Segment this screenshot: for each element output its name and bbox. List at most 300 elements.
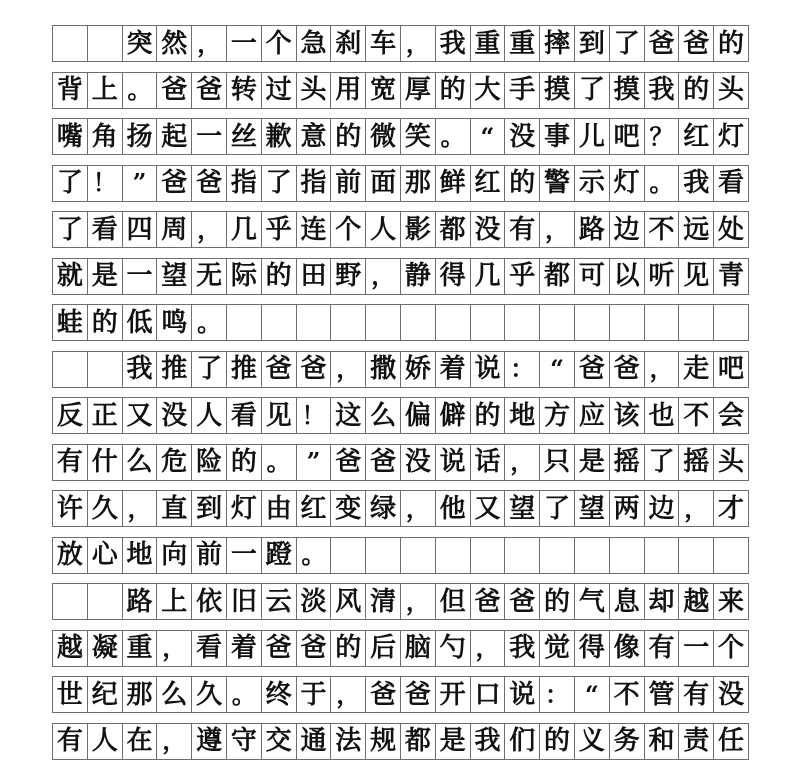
grid-cell: 我 <box>679 165 714 202</box>
grid-cell: 偏 <box>401 397 436 434</box>
grid-cell: 他 <box>436 490 471 527</box>
grid-cell: 地 <box>505 397 540 434</box>
grid-cell: 撒 <box>366 351 401 388</box>
grid-cell: “ <box>471 118 506 155</box>
grid-cell: 爸 <box>157 72 192 109</box>
grid-cell: 像 <box>610 630 645 667</box>
grid-cell: 见 <box>679 258 714 295</box>
grid-cell: 有 <box>679 676 714 713</box>
grid-cell: 终 <box>262 676 297 713</box>
grid-cell: 的 <box>714 25 749 62</box>
grid-cell: 看 <box>88 211 123 248</box>
grid-cell: 见 <box>262 397 297 434</box>
grid-cell: 蹬 <box>262 537 297 574</box>
grid-cell: 爸 <box>331 444 366 481</box>
grid-cell: 几 <box>471 258 506 295</box>
grid-cell: 纪 <box>88 676 123 713</box>
grid-row <box>52 490 749 527</box>
grid-cell: 说 <box>436 444 471 481</box>
grid-cell: 不 <box>610 676 645 713</box>
grid-cell: 开 <box>436 676 471 713</box>
grid-cell: 什 <box>88 444 123 481</box>
grid-cell: 儿 <box>575 118 610 155</box>
grid-cell <box>645 537 680 574</box>
grid-cell: 。 <box>645 165 680 202</box>
grid-cell: ， <box>401 583 436 620</box>
grid-cell: 过 <box>262 72 297 109</box>
grid-cell: 在 <box>123 723 158 760</box>
grid-cell <box>401 304 436 341</box>
grid-cell: 却 <box>645 583 680 620</box>
grid-cell: 。 <box>297 537 332 574</box>
grid-row <box>52 583 749 620</box>
grid-cell: 的 <box>471 397 506 434</box>
grid-cell: 风 <box>331 583 366 620</box>
grid-cell: 息 <box>610 583 645 620</box>
grid-cell: ” <box>123 165 158 202</box>
grid-cell: 着 <box>436 351 471 388</box>
grid-cell: 了 <box>540 490 575 527</box>
grid-cell: 勺 <box>436 630 471 667</box>
grid-cell: 摸 <box>540 72 575 109</box>
grid-cell: 交 <box>262 723 297 760</box>
grid-cell: ， <box>192 25 227 62</box>
grid-cell <box>53 351 88 388</box>
grid-cell: 义 <box>575 723 610 760</box>
grid-cell: 这 <box>331 397 366 434</box>
grid-cell: 绿 <box>366 490 401 527</box>
grid-cell: 刹 <box>331 25 366 62</box>
grid-cell: 了 <box>645 444 680 481</box>
grid-cell: 到 <box>192 490 227 527</box>
grid-cell: 远 <box>679 211 714 248</box>
grid-cell: 面 <box>366 165 401 202</box>
grid-cell: 一 <box>227 537 262 574</box>
grid-cell: ， <box>471 630 506 667</box>
grid-cell: “ <box>575 676 610 713</box>
grid-cell: 旧 <box>227 583 262 620</box>
grid-row <box>52 537 749 574</box>
grid-cell: 听 <box>645 258 680 295</box>
grid-cell: 上 <box>88 72 123 109</box>
grid-cell: ： <box>540 676 575 713</box>
grid-cell: 用 <box>331 72 366 109</box>
grid-cell: 方 <box>540 397 575 434</box>
grid-cell: 起 <box>157 118 192 155</box>
grid-cell: 不 <box>679 397 714 434</box>
grid-cell: 我 <box>123 351 158 388</box>
grid-cell <box>262 304 297 341</box>
grid-cell: 四 <box>123 211 158 248</box>
grid-cell: 摇 <box>679 444 714 481</box>
grid-cell: 。 <box>262 444 297 481</box>
grid-cell: 吧 <box>610 118 645 155</box>
grid-cell <box>297 304 332 341</box>
grid-cell: 久 <box>192 676 227 713</box>
grid-cell: 头 <box>714 444 749 481</box>
grid-cell <box>331 537 366 574</box>
grid-cell: 淡 <box>297 583 332 620</box>
grid-cell: 了 <box>262 165 297 202</box>
grid-cell: 角 <box>88 118 123 155</box>
grid-cell: 重 <box>471 25 506 62</box>
grid-cell <box>540 304 575 341</box>
grid-cell: 会 <box>714 397 749 434</box>
grid-cell: 口 <box>471 676 506 713</box>
grid-cell: 我 <box>505 630 540 667</box>
grid-cell: 车 <box>366 25 401 62</box>
grid-cell: 爸 <box>192 72 227 109</box>
grid-cell: 越 <box>53 630 88 667</box>
grid-cell: 么 <box>123 444 158 481</box>
grid-cell: 没 <box>471 211 506 248</box>
grid-cell: 的 <box>227 444 262 481</box>
grid-cell <box>679 304 714 341</box>
grid-cell: 低 <box>123 304 158 341</box>
grid-cell: 的 <box>679 72 714 109</box>
grid-cell: 头 <box>714 72 749 109</box>
grid-cell: 是 <box>575 444 610 481</box>
grid-cell: 说 <box>505 676 540 713</box>
grid-cell: 向 <box>157 537 192 574</box>
grid-cell: 爸 <box>505 583 540 620</box>
grid-cell: 鲜 <box>436 165 471 202</box>
grid-cell: 吧 <box>714 351 749 388</box>
grid-cell: 事 <box>540 118 575 155</box>
grid-cell: 红 <box>471 165 506 202</box>
grid-cell: 的 <box>436 72 471 109</box>
grid-cell: 处 <box>714 211 749 248</box>
grid-cell: 周 <box>157 211 192 248</box>
grid-cell: 。 <box>436 118 471 155</box>
grid-cell: 重 <box>123 630 158 667</box>
grid-cell: 僻 <box>436 397 471 434</box>
grid-cell <box>575 537 610 574</box>
grid-cell: ， <box>505 444 540 481</box>
grid-cell: ， <box>401 490 436 527</box>
grid-cell: 摸 <box>610 72 645 109</box>
grid-cell: 是 <box>88 258 123 295</box>
grid-cell <box>88 25 123 62</box>
grid-cell: ， <box>123 490 158 527</box>
grid-cell: 前 <box>331 165 366 202</box>
grid-cell: 指 <box>297 165 332 202</box>
grid-cell <box>53 25 88 62</box>
grid-cell: 田 <box>297 258 332 295</box>
grid-cell <box>471 537 506 574</box>
grid-cell: 看 <box>227 397 262 434</box>
grid-cell: 该 <box>610 397 645 434</box>
grid-cell: 推 <box>157 351 192 388</box>
grid-cell: 到 <box>575 25 610 62</box>
grid-cell: 觉 <box>540 630 575 667</box>
grid-cell: 爸 <box>366 444 401 481</box>
grid-cell: 乎 <box>262 211 297 248</box>
grid-cell: 大 <box>471 72 506 109</box>
grid-cell: 务 <box>610 723 645 760</box>
grid-cell: 影 <box>401 211 436 248</box>
grid-cell: 么 <box>366 397 401 434</box>
grid-cell: 又 <box>123 397 158 434</box>
grid-cell: 了 <box>192 351 227 388</box>
grid-cell: 静 <box>401 258 436 295</box>
grid-cell: 爸 <box>471 583 506 620</box>
grid-cell: 望 <box>157 258 192 295</box>
grid-cell: 摇 <box>610 444 645 481</box>
grid-cell: 摔 <box>540 25 575 62</box>
grid-cell <box>540 537 575 574</box>
grid-cell: 那 <box>123 676 158 713</box>
grid-cell <box>610 537 645 574</box>
grid-cell: 个 <box>331 211 366 248</box>
grid-cell: 爸 <box>679 25 714 62</box>
grid-row <box>52 351 749 388</box>
grid-cell: 两 <box>610 490 645 527</box>
grid-cell: 爸 <box>262 630 297 667</box>
grid-cell: 都 <box>540 258 575 295</box>
grid-cell: ， <box>366 258 401 295</box>
grid-row <box>52 72 749 109</box>
grid-cell: 脑 <box>401 630 436 667</box>
grid-cell <box>227 304 262 341</box>
grid-cell: 云 <box>262 583 297 620</box>
grid-cell: 了 <box>575 72 610 109</box>
grid-cell: 也 <box>645 397 680 434</box>
grid-cell: 然 <box>157 25 192 62</box>
grid-cell: 的 <box>331 118 366 155</box>
grid-cell: 凝 <box>88 630 123 667</box>
grid-cell: 娇 <box>401 351 436 388</box>
grid-cell: 一 <box>123 258 158 295</box>
grid-row <box>52 211 749 248</box>
grid-cell: 爸 <box>262 351 297 388</box>
grid-cell: 上 <box>157 583 192 620</box>
grid-cell: 没 <box>157 397 192 434</box>
grid-cell: 不 <box>645 211 680 248</box>
grid-cell <box>610 304 645 341</box>
grid-cell: 责 <box>679 723 714 760</box>
grid-cell: 危 <box>157 444 192 481</box>
grid-cell: 指 <box>227 165 262 202</box>
grid-cell: 歉 <box>262 118 297 155</box>
grid-cell: 地 <box>123 537 158 574</box>
grid-cell: 反 <box>53 397 88 434</box>
grid-cell: 有 <box>645 630 680 667</box>
grid-cell: 变 <box>331 490 366 527</box>
grid-cell: 青 <box>714 258 749 295</box>
grid-cell: ， <box>157 630 192 667</box>
grid-cell: 路 <box>575 211 610 248</box>
grid-cell: 突 <box>123 25 158 62</box>
grid-cell: 个 <box>262 25 297 62</box>
grid-cell: 灯 <box>227 490 262 527</box>
grid-cell: 越 <box>679 583 714 620</box>
grid-cell: 得 <box>436 258 471 295</box>
grid-cell: 于 <box>297 676 332 713</box>
grid-cell: 望 <box>575 490 610 527</box>
grid-cell: ， <box>331 676 366 713</box>
grid-cell: 边 <box>610 211 645 248</box>
grid-cell: 人 <box>192 397 227 434</box>
grid-cell: 野 <box>331 258 366 295</box>
grid-cell: 又 <box>471 490 506 527</box>
grid-cell: ， <box>540 211 575 248</box>
grid-cell: 爸 <box>297 630 332 667</box>
grid-cell <box>645 304 680 341</box>
grid-row <box>52 118 749 155</box>
grid-cell: ， <box>157 723 192 760</box>
grid-cell: 遵 <box>192 723 227 760</box>
grid-cell: 微 <box>366 118 401 155</box>
grid-row <box>52 397 749 434</box>
grid-cell: 爸 <box>575 351 610 388</box>
grid-cell: 。 <box>192 304 227 341</box>
grid-cell: 直 <box>157 490 192 527</box>
grid-cell: 人 <box>88 723 123 760</box>
grid-cell: 们 <box>505 723 540 760</box>
grid-cell: 的 <box>540 583 575 620</box>
grid-cell: 一 <box>227 25 262 62</box>
grid-cell: 的 <box>540 723 575 760</box>
grid-cell: 才 <box>714 490 749 527</box>
grid-cell: 得 <box>575 630 610 667</box>
grid-cell: ： <box>505 351 540 388</box>
grid-cell: 规 <box>366 723 401 760</box>
grid-cell <box>366 304 401 341</box>
grid-cell: 路 <box>123 583 158 620</box>
grid-cell: 着 <box>227 630 262 667</box>
grid-cell: 管 <box>645 676 680 713</box>
grid-cell: 笑 <box>401 118 436 155</box>
grid-cell: 转 <box>227 72 262 109</box>
grid-cell: 望 <box>505 490 540 527</box>
grid-cell: 依 <box>192 583 227 620</box>
grid-cell: 都 <box>436 211 471 248</box>
grid-cell: 应 <box>575 397 610 434</box>
grid-cell: 爸 <box>645 25 680 62</box>
grid-cell: 么 <box>157 676 192 713</box>
grid-cell: 个 <box>714 630 749 667</box>
grid-cell: 看 <box>714 165 749 202</box>
grid-row <box>52 258 749 295</box>
grid-cell: 说 <box>471 351 506 388</box>
grid-cell: 没 <box>401 444 436 481</box>
grid-cell: ” <box>297 444 332 481</box>
grid-cell: 。 <box>123 72 158 109</box>
grid-cell: 有 <box>53 444 88 481</box>
grid-row <box>52 304 749 341</box>
grid-cell: 爸 <box>610 351 645 388</box>
grid-cell: 通 <box>297 723 332 760</box>
grid-cell: 宽 <box>366 72 401 109</box>
grid-cell: ， <box>401 25 436 62</box>
grid-cell: 了 <box>610 25 645 62</box>
grid-cell: 丝 <box>227 118 262 155</box>
grid-cell <box>53 583 88 620</box>
grid-cell: 推 <box>227 351 262 388</box>
grid-cell: 任 <box>714 723 749 760</box>
grid-cell: 有 <box>505 211 540 248</box>
grid-cell: 气 <box>575 583 610 620</box>
grid-cell: 几 <box>227 211 262 248</box>
grid-cell: 鸣 <box>157 304 192 341</box>
grid-cell: 那 <box>401 165 436 202</box>
grid-cell: 清 <box>366 583 401 620</box>
grid-cell: 头 <box>297 72 332 109</box>
grid-cell: 的 <box>88 304 123 341</box>
grid-cell: 无 <box>192 258 227 295</box>
grid-cell: 人 <box>366 211 401 248</box>
grid-cell: ？ <box>645 118 680 155</box>
grid-cell: 正 <box>88 397 123 434</box>
grid-cell: ， <box>192 211 227 248</box>
grid-cell: 我 <box>436 25 471 62</box>
grid-cell: 际 <box>227 258 262 295</box>
grid-cell: 的 <box>331 630 366 667</box>
grid-cell: ！ <box>297 397 332 434</box>
grid-cell: 示 <box>575 165 610 202</box>
grid-row <box>52 165 749 202</box>
grid-cell: 爸 <box>157 165 192 202</box>
grid-cell: 只 <box>540 444 575 481</box>
grid-cell: 来 <box>714 583 749 620</box>
grid-cell: 蛙 <box>53 304 88 341</box>
grid-cell: ！ <box>88 165 123 202</box>
grid-cell: 灯 <box>714 118 749 155</box>
grid-cell: 红 <box>297 490 332 527</box>
grid-row <box>52 676 749 713</box>
grid-cell: 可 <box>575 258 610 295</box>
grid-cell: 边 <box>645 490 680 527</box>
grid-cell: 久 <box>88 490 123 527</box>
grid-cell: 爸 <box>366 676 401 713</box>
grid-cell <box>575 304 610 341</box>
grid-cell: 险 <box>192 444 227 481</box>
grid-cell: 守 <box>227 723 262 760</box>
grid-cell: 爸 <box>192 165 227 202</box>
grid-cell: 法 <box>331 723 366 760</box>
grid-cell <box>714 537 749 574</box>
grid-cell: 的 <box>505 165 540 202</box>
grid-cell <box>679 537 714 574</box>
grid-cell <box>401 537 436 574</box>
grid-cell: 世 <box>53 676 88 713</box>
grid-cell: 都 <box>401 723 436 760</box>
grid-cell: 看 <box>192 630 227 667</box>
grid-cell: 没 <box>505 118 540 155</box>
grid-cell: 急 <box>297 25 332 62</box>
grid-cell: 许 <box>53 490 88 527</box>
grid-cell: 一 <box>679 630 714 667</box>
grid-cell: 是 <box>436 723 471 760</box>
grid-cell: 。 <box>227 676 262 713</box>
grid-cell: 爸 <box>401 676 436 713</box>
grid-cell: 和 <box>645 723 680 760</box>
grid-cell <box>88 583 123 620</box>
grid-cell: 后 <box>366 630 401 667</box>
grid-cell: 没 <box>714 676 749 713</box>
grid-cell: 心 <box>88 537 123 574</box>
grid-cell: 了 <box>53 211 88 248</box>
grid-cell <box>436 304 471 341</box>
grid-cell: 放 <box>53 537 88 574</box>
grid-cell: ， <box>679 490 714 527</box>
grid-cell: ， <box>645 351 680 388</box>
grid-cell <box>505 304 540 341</box>
grid-cell: 以 <box>610 258 645 295</box>
grid-cell: 一 <box>192 118 227 155</box>
grid-cell: 走 <box>679 351 714 388</box>
